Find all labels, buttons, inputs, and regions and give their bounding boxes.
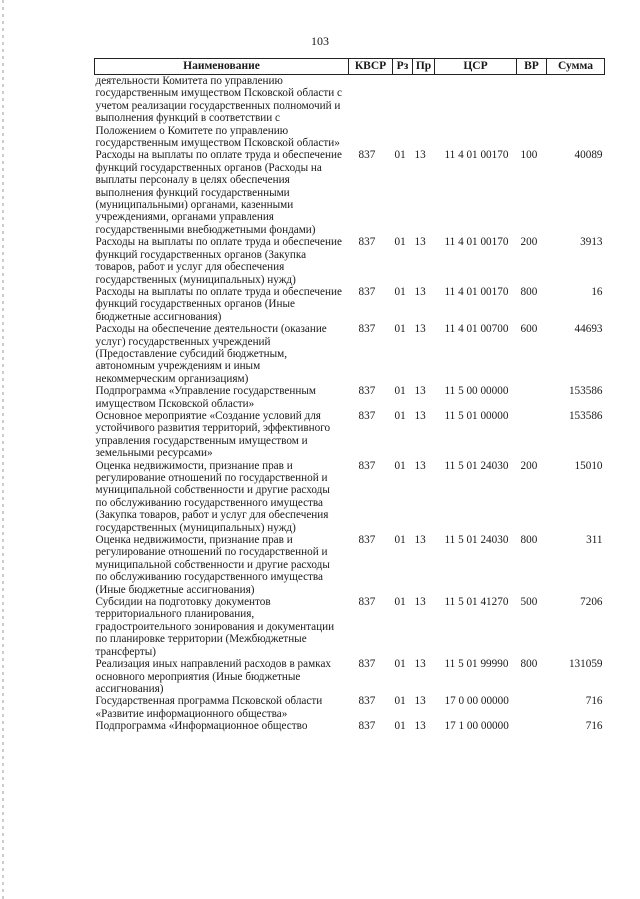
cell-sum: 40089 [574,149,603,162]
cell-kvsr: 837 [358,236,376,249]
cell-pr: 13 [414,323,426,336]
header-kvsr: КВСР [349,59,393,75]
cell-csr: 17 0 00 00000 [444,695,509,708]
header-vr: ВР [517,59,547,75]
cell-pr: 13 [414,658,426,671]
cell-sum: 716 [585,720,603,733]
cell-rz: 01 [394,534,406,547]
cell-csr: 11 5 00 00000 [444,385,509,398]
cell-vr: 200 [520,459,538,472]
cell-rz: 01 [394,658,406,671]
cell-pr: 13 [414,409,426,422]
cell-csr: 11 5 01 24030 [444,459,509,472]
table-row [95,385,605,410]
cell-name: Расходы на выплаты по оплате труда и обеспечение функций государственных органов (Закупка товаров, работ и услуг для обеспечения государственных (муниципальных) нужд) [95,236,342,286]
cell-kvsr: 837 [358,323,376,336]
table-row [95,149,605,236]
cell-sum: 153586 [568,385,603,398]
cell-name: Оценка недвижимости, признание прав и регулирование отношений по государственной и муниципальной собственности и другие расходы по обслуживанию государственного имущества (Закупка товаров, работ и услуг для обеспечения государственных (муниципальных) нужд) [95,459,330,534]
cell-rz: 01 [394,323,406,336]
cell-sum: 131059 [568,658,603,671]
table-row [95,410,605,460]
cell-rz: 01 [394,149,406,162]
table-row [95,695,605,720]
cell-sum: 3913 [580,236,603,249]
cell-name: Государственная программа Псковской области «Развитие информационного общества» [95,695,323,720]
cell-vr: 100 [520,149,538,162]
cell-vr: 800 [520,285,538,298]
cell-name: Реализация иных направлений расходов в рамках основного мероприятия (Иные бюджетные ассигнования) [95,658,332,695]
cell-vr: 200 [520,236,538,249]
cell-csr: 11 4 01 00170 [444,149,509,162]
cell-kvsr: 837 [358,149,376,162]
cell-rz: 01 [394,285,406,298]
cell-vr: 800 [520,658,538,671]
cell-kvsr: 837 [358,385,376,398]
cell-rz [393,75,413,150]
cell-vr [517,695,547,720]
table-row [95,323,605,385]
cell-csr: 11 5 01 41270 [444,596,509,609]
cell-kvsr: 837 [358,534,376,547]
cell-name: деятельности Комитета по управлению государственным имуществом Псковской области с учетом реализации государственных полномочий и выполнения функций в соответствии с Положением о Комитете по управлению государственным имуществом Псковской области» [95,75,342,150]
cell-rz: 01 [394,596,406,609]
table-row [95,460,605,534]
cell-csr: 11 5 01 00000 [444,409,509,422]
cell-csr [435,75,517,150]
table-body [95,75,605,733]
cell-csr: 11 4 01 00170 [444,285,509,298]
cell-sum: 7206 [580,596,603,609]
header-name: Наименование [95,59,349,75]
cell-csr: 11 5 01 99990 [444,658,509,671]
cell-sum: 44693 [574,323,603,336]
cell-name: Субсидии на подготовку документов территориального планирования, градостроительного зонирования и документации по планировке территории (Межбюджетные трансферты) [95,596,335,658]
cell-kvsr: 837 [358,285,376,298]
cell-rz: 01 [394,409,406,422]
cell-pr: 13 [414,385,426,398]
cell-vr: 500 [520,596,538,609]
cell-kvsr: 837 [358,695,376,708]
cell-name: Подпрограмма «Информационное общество [95,720,308,733]
cell-sum: 153586 [568,409,603,422]
cell-sum: 15010 [574,459,603,472]
header-pr: Пр [413,59,435,75]
cell-pr: 13 [414,695,426,708]
cell-kvsr: 837 [358,720,376,733]
cell-rz: 01 [394,385,406,398]
cell-kvsr: 837 [358,596,376,609]
cell-pr: 13 [414,236,426,249]
cell-sum: 716 [585,695,603,708]
cell-sum: 16 [591,285,603,298]
cell-name: Расходы на выплаты по оплате труда и обеспечение функций государственных органов (Расходы на выплаты персоналу в целях обеспечения выполнения функций государственными (муниципальными) органами, казенными учреждениями, органами управления государственными внебюджетными фондами) [95,149,342,236]
table-row [95,720,605,732]
cell-vr [517,75,547,150]
cell-rz: 01 [394,695,406,708]
cell-sum: 311 [586,534,603,547]
cell-pr: 13 [414,534,426,547]
cell-vr [517,410,547,460]
cell-name: Расходы на выплаты по оплате труда и обеспечение функций государственных органов (Иные бюджетные ассигнования) [95,285,342,323]
cell-sum [547,75,605,150]
cell-name: Подпрограмма «Управление государственным имуществом Псковской области» [95,385,316,410]
cell-vr: 800 [520,534,538,547]
cell-pr: 13 [414,149,426,162]
cell-csr: 11 4 01 00700 [444,323,509,336]
cell-rz: 01 [394,236,406,249]
cell-kvsr [349,75,393,150]
table-row [95,286,605,323]
cell-kvsr: 837 [358,459,376,472]
cell-name: Расходы на обеспечение деятельности (оказание услуг) государственных учреждений (Предоставление субсидий бюджетным, автономным учреждениям и иным некоммерческим организациям) [95,323,327,385]
cell-csr: 17 1 00 00000 [444,720,509,733]
budget-table [94,58,605,733]
table-header-row [95,59,605,75]
table-row [95,658,605,695]
cell-kvsr: 837 [358,409,376,422]
cell-vr [517,385,547,410]
header-rz: Рз [393,59,413,75]
table-row [95,596,605,658]
header-csr: ЦСР [435,59,517,75]
cell-rz: 01 [394,459,406,472]
cell-vr [517,720,547,732]
cell-vr: 600 [520,323,538,336]
scan-edge-mark [2,0,4,899]
page-number: 103 [311,34,329,48]
cell-kvsr: 837 [358,658,376,671]
cell-pr [413,75,435,150]
cell-name: Основное мероприятие «Создание условий для устойчивого развития территорий, эффективного управления государственным имуществом и земельными ресурсами» [95,409,331,460]
table-row [95,236,605,286]
cell-rz: 01 [394,720,406,733]
cell-csr: 11 5 01 24030 [444,534,509,547]
cell-csr: 11 4 01 00170 [444,236,509,249]
cell-pr: 13 [414,720,426,733]
table-row [95,534,605,596]
cell-pr: 13 [414,285,426,298]
cell-pr: 13 [414,459,426,472]
cell-pr: 13 [414,596,426,609]
table-row [95,75,605,150]
cell-name: Оценка недвижимости, признание прав и регулирование отношений по государственной и муниципальной собственности и другие расходы по обслуживанию государственного имущества (Иные бюджетные ассигнования) [95,534,330,596]
header-sum: Сумма [547,59,605,75]
